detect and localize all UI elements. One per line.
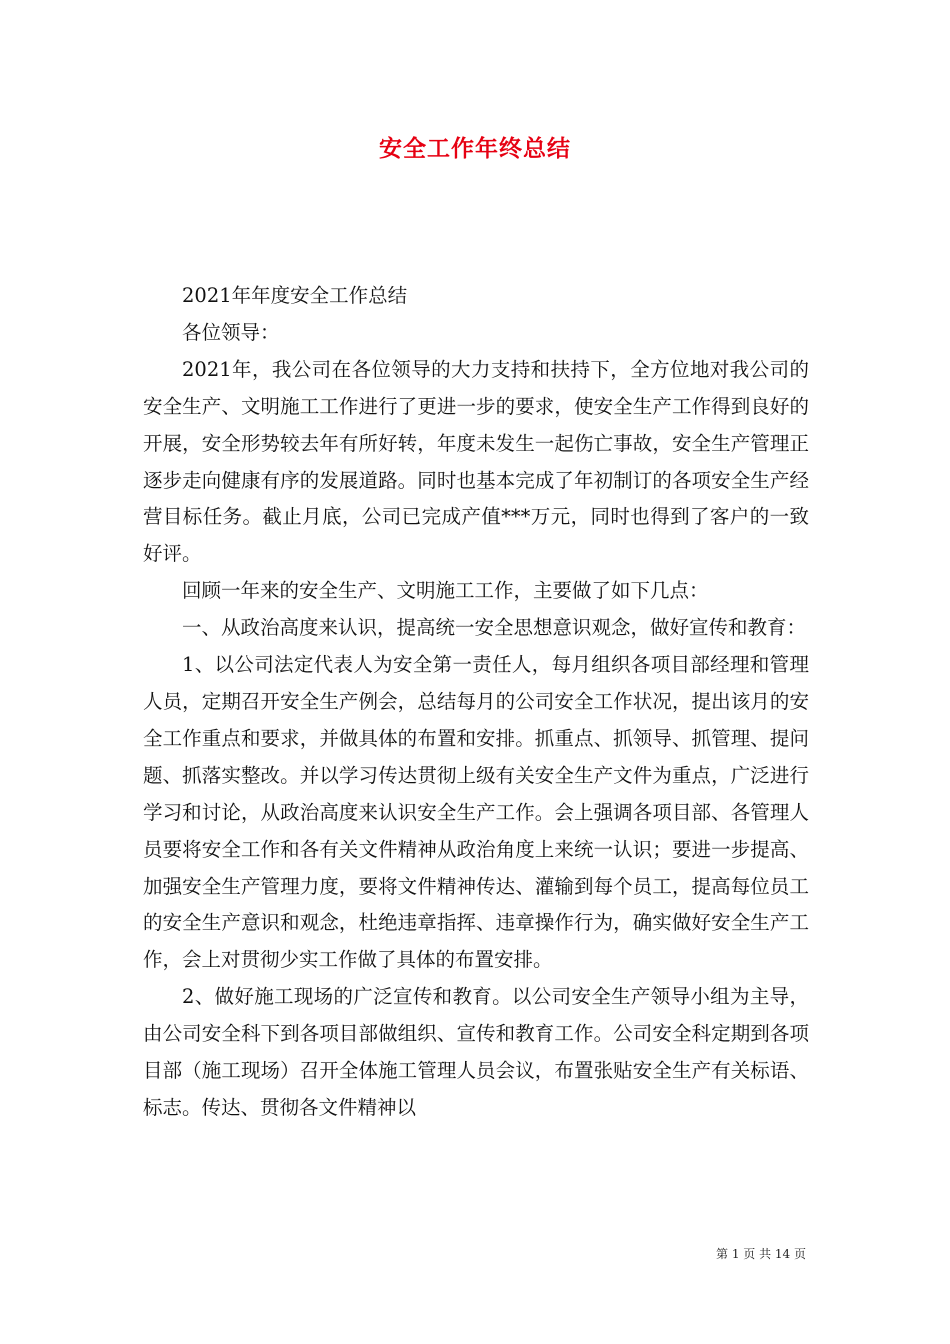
- paragraph-review: 回顾一年来的安全生产、文明施工工作，主要做了如下几点：: [182, 579, 709, 603]
- paragraph-salutation: 各位领导：: [182, 320, 280, 344]
- page-number: 第 1 页 共 14 页: [716, 1247, 806, 1261]
- document-title: 安全工作年终总结: [379, 136, 571, 162]
- paragraph-item-2: 2、做好施工现场的广泛宣传和教育。以公司安全生产领导小组为主导，由公司安全科下到各项目部做组织、宣传和教育工作。公司安全科定期到各项目部（施工现场）召开全体施工管理人员会议，布置张贴安全生产有关标语、标志。传达、贯彻各文件精神以: [143, 985, 809, 1119]
- paragraph-heading: 2021年年度安全工作总结: [182, 284, 408, 307]
- paragraph-section-1: 一、从政治高度来认识，提高统一安全思想意识观念，做好宣传和教育：: [182, 616, 807, 640]
- document-body: [143, 278, 809, 1127]
- paragraph-item-1: 1、以公司法定代表人为安全第一责任人，每月组织各项目部经理和管理人员，定期召开安全生产例会，总结每月的公司安全工作状况，提出该月的安全工作重点和要求，并做具体的布置和安排。抓重点、抓领导、抓管理、提问题、抓落实整改。并以学习传达贯彻上级有关安全生产文件为重点，广泛进行学习和讨论，从政治高度来认识安全生产工作。会上强调各项目部、各管理人员要将安全工作和各有关文件精神从政治角度上来统一认识；要进一步提高、加强安全生产管理力度，要将文件精神传达、灌输到每个员工，提高每位员工的安全生产意识和观念，杜绝违章指挥、违章操作行为，确实做好安全生产工作，会上对贯彻少实工作做了具体的布置安排。: [143, 653, 809, 972]
- paragraph-intro: 2021年，我公司在各位领导的大力支持和扶持下，全方位地对我公司的安全生产、文明施工工作进行了更进一步的要求，使安全生产工作得到良好的开展，安全形势较去年有所好转，年度未发生一起伤亡事故，安全生产管理正逐步走向健康有序的发展道路。同时也基本完成了年初制订的各项安全生产经营目标任务。截止月底，公司已完成产值***万元，同时也得到了客户的一致好评。: [143, 357, 809, 566]
